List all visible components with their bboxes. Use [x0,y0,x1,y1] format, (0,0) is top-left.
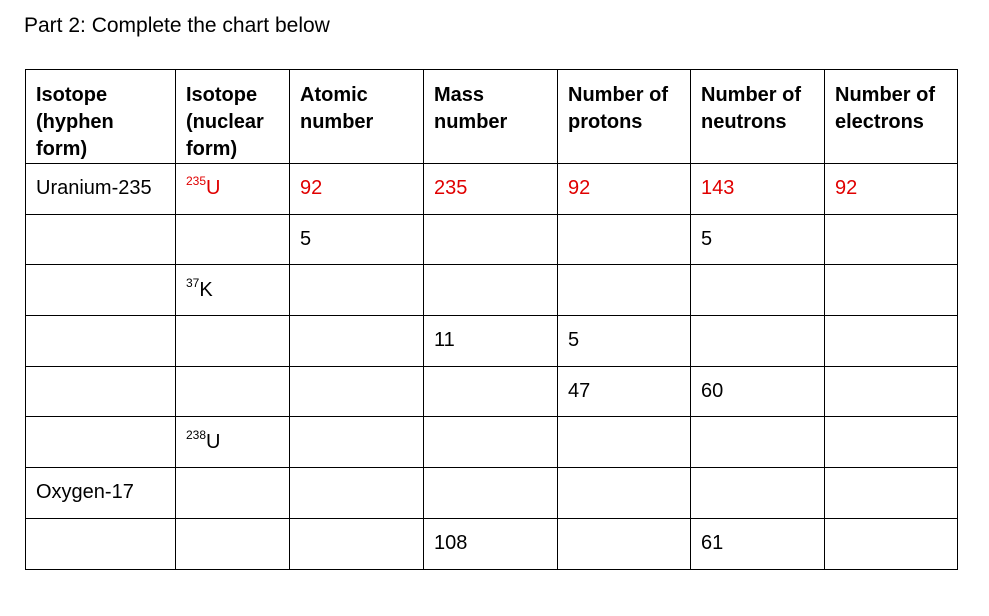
table-row [26,518,958,569]
cell-mass: 108 [424,518,558,569]
table-row [26,214,958,265]
cell-neutrons [691,265,825,316]
table-row [26,417,958,468]
cell-neutrons: 5 [691,214,825,265]
cell-neutrons: 60 [691,366,825,417]
cell-neutrons: 61 [691,518,825,569]
cell-atomic: 5 [290,214,424,265]
cell-nuclear [176,518,290,569]
cell-nuclear: $^{238}$U [176,417,290,468]
cell-atomic [290,316,424,367]
page-title: Part 2: Complete the chart below [24,14,330,37]
header-isotope-nuclear: Isotope (nuclear form) [176,70,290,164]
cell-protons: 5 [558,316,691,367]
header-atomic-number: Atomic number [290,70,424,164]
table-row [26,468,958,519]
cell-atomic [290,468,424,519]
table-row [26,265,958,316]
cell-neutrons [691,468,825,519]
cell-electrons [825,214,958,265]
header-neutrons: Number of neutrons [691,70,825,164]
cell-mass: 235 [424,164,558,215]
cell-electrons [825,316,958,367]
cell-atomic [290,265,424,316]
cell-protons: 92 [558,164,691,215]
cell-hyphen: Oxygen-17 [26,468,176,519]
cell-hyphen [26,366,176,417]
cell-hyphen [26,316,176,367]
cell-protons [558,518,691,569]
cell-protons [558,417,691,468]
header-electrons: Number of electrons [825,70,958,164]
cell-atomic [290,366,424,417]
cell-electrons [825,265,958,316]
cell-nuclear: $^{235}$U [176,164,290,215]
header-protons: Number of protons [558,70,691,164]
isotope-chart [25,69,958,570]
cell-electrons [825,417,958,468]
cell-electrons [825,518,958,569]
table-row [26,316,958,367]
cell-protons [558,265,691,316]
cell-nuclear [176,214,290,265]
cell-atomic: 92 [290,164,424,215]
cell-electrons [825,468,958,519]
cell-neutrons [691,316,825,367]
cell-protons: 47 [558,366,691,417]
cell-electrons: 92 [825,164,958,215]
cell-neutrons: 143 [691,164,825,215]
cell-mass: 11 [424,316,558,367]
cell-atomic [290,417,424,468]
cell-nuclear: $^{37}$K [176,265,290,316]
header-mass-number: Mass number [424,70,558,164]
cell-hyphen [26,518,176,569]
cell-hyphen [26,214,176,265]
cell-hyphen [26,265,176,316]
cell-mass [424,265,558,316]
cell-hyphen [26,417,176,468]
table-row [26,164,958,215]
header-row [26,70,958,164]
header-isotope-hyphen: Isotope (hyphen form) [26,70,176,164]
cell-nuclear [176,366,290,417]
cell-nuclear [176,316,290,367]
cell-mass [424,366,558,417]
cell-hyphen: Uranium-235 [26,164,176,215]
cell-atomic [290,518,424,569]
cell-protons [558,468,691,519]
cell-nuclear [176,468,290,519]
cell-mass [424,417,558,468]
cell-neutrons [691,417,825,468]
cell-electrons [825,366,958,417]
table-row [26,366,958,417]
cell-mass [424,468,558,519]
cell-protons [558,214,691,265]
cell-mass [424,214,558,265]
